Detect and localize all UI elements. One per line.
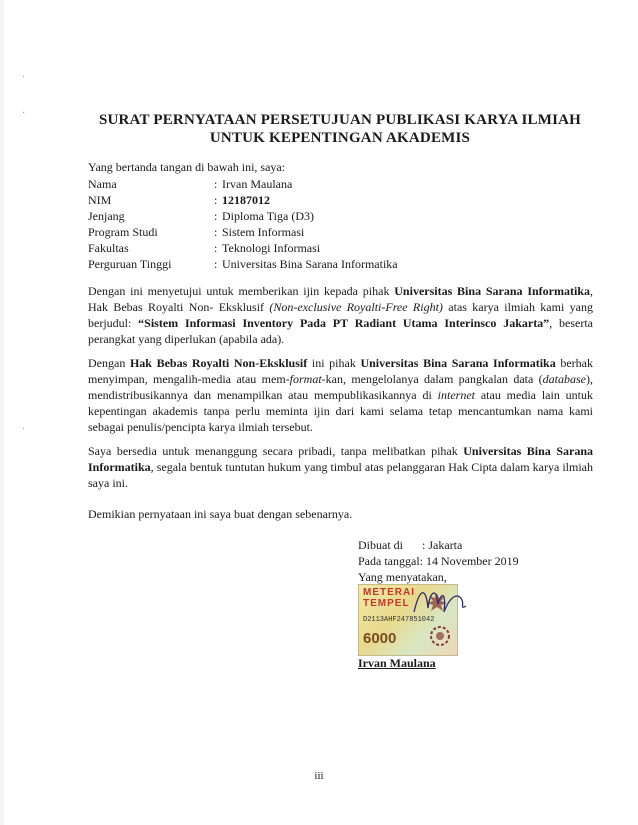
intro-text: Yang bertanda tangan di bawah ini, saya: — [88, 160, 286, 174]
document-title: SURAT PERNYATAAN PERSETUJUAN PUBLIKASI KARYA ILMIAH — [98, 112, 582, 128]
field-label: NIM — [88, 193, 112, 207]
stamp-serial: D2113AHF247851042 — [363, 616, 435, 624]
field-row-nim: NIM : 12187012 — [88, 193, 270, 207]
stamp-value: 6000 — [363, 630, 397, 647]
seal-icon — [429, 625, 451, 647]
field-label: Fakultas — [88, 241, 129, 255]
scan-edge — [0, 0, 4, 825]
stamp-label: METERAI — [363, 587, 415, 598]
handwritten-signature-icon — [410, 582, 470, 622]
stamp-label: TEMPEL — [363, 598, 410, 609]
field-value: 12187012 — [222, 193, 270, 207]
field-label: Perguruan Tinggi — [88, 257, 172, 271]
field-value: Teknologi Informasi — [222, 241, 321, 255]
field-row-nama: Nama : Irvan Maulana — [88, 177, 293, 191]
field-row-jenjang: Jenjang : Diploma Tiga (D3) — [88, 209, 315, 223]
paragraph-rights: Dengan Hak Bebas Royalti Non-Eksklusif ini pihak Universitas Bina Sarana Informatika berhak menyimpan, mengalih-media atau mem-format-kan, mengelolanya dalam pangkalan data (database), mendistribusikannya dan menampilkan atau mempublikasikannya di internet atau media lain untuk kepentingan akademis tanpa perlu meminta ijin dari kami selama tetap mencantumkan nama kami sebagai penulis/pencipta karya ilmiah tersebut. — [88, 356, 593, 434]
field-row-fakultas: Fakultas : Teknologi Informasi — [88, 241, 321, 255]
paragraph-closing: Demikian pernyataan ini saya buat dengan sebenarnya. — [88, 507, 353, 521]
signature-date: Pada tanggal: 14 November 2019 — [358, 554, 519, 568]
field-label: Program Studi — [88, 225, 158, 239]
signer-name: Irvan Maulana — [358, 656, 436, 670]
signature-stated: Yang menyatakan, — [358, 570, 447, 584]
margin-mark: · — [22, 424, 26, 435]
margin-mark: · — [22, 72, 26, 83]
field-value: Diploma Tiga (D3) — [222, 209, 315, 223]
paragraph-consent: Dengan ini menyetujui untuk memberikan ijin kepada pihak Universitas Bina Sarana Informatika, Hak Bebas Royalti Non- Eksklusif (Non-exclusive Royalti-Free Right) atas karya ilmiah kami yang berjudul: “Sistem Informasi Inventory Pada PT Radiant Utama Interinsco Jakarta”, beserta perangkat yang diperlukan (apabila ada). — [88, 284, 593, 346]
field-row-perguruan-tinggi: Perguruan Tinggi : Universitas Bina Sarana Informatika — [88, 257, 398, 271]
field-label: Jenjang — [88, 209, 125, 223]
signature-place: Dibuat di : Jakarta — [358, 538, 463, 552]
document-subtitle: UNTUK KEPENTINGAN AKADEMIS — [209, 130, 471, 146]
field-value: Sistem Informasi — [222, 225, 305, 239]
identity-fields — [88, 176, 398, 272]
field-row-program-studi: Program Studi : Sistem Informasi — [88, 225, 305, 239]
margin-mark: · — [22, 108, 26, 119]
field-label: Nama — [88, 177, 117, 191]
field-value: Irvan Maulana — [222, 177, 293, 191]
paragraph-liability: Saya bersedia untuk menanggung secara pribadi, tanpa melibatkan pihak Universitas Bina Sarana Informatika, segala bentuk tuntutan hukum yang timbul atas pelanggaran Hak Cipta dalam karya ilmiah saya ini. — [88, 444, 593, 490]
page-number: iii — [314, 770, 324, 782]
field-value: Universitas Bina Sarana Informatika — [222, 257, 398, 271]
